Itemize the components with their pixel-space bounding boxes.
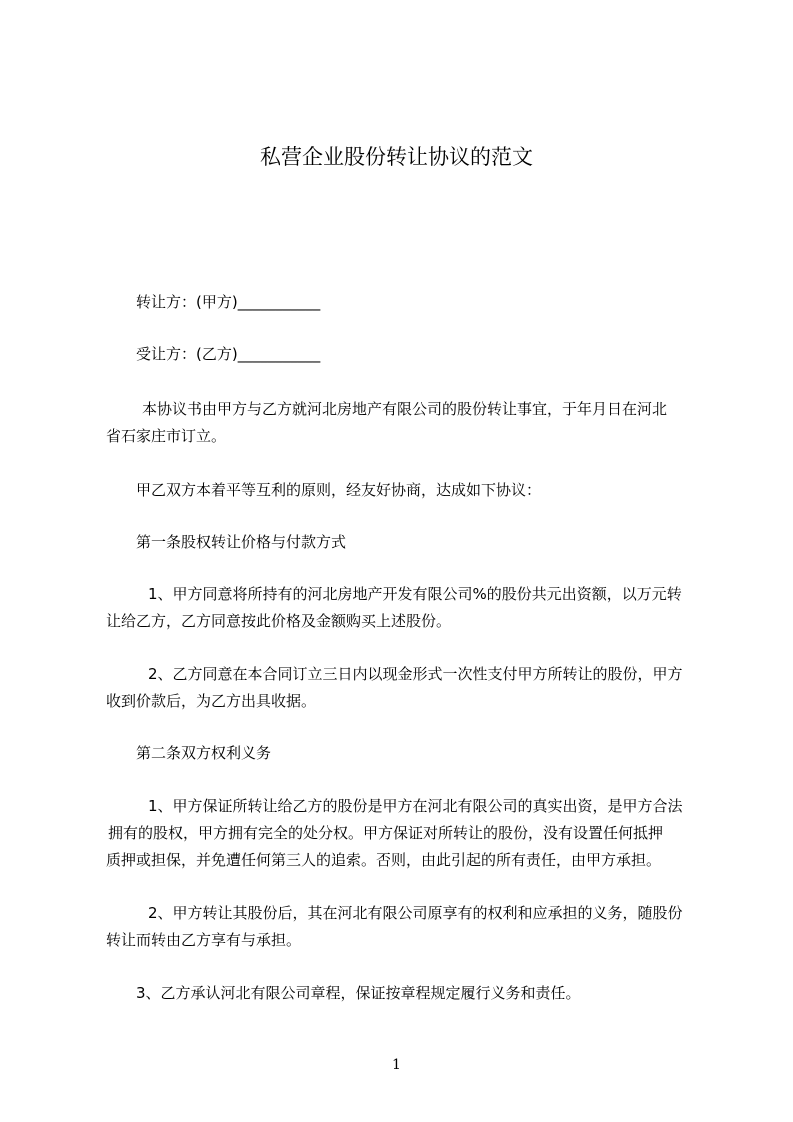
transferor-line: 转让方：(甲方)___________ xyxy=(136,293,321,311)
clause-line: 3、乙方承认河北有限公司章程，保证按章程规定履行义务和责任。 xyxy=(136,984,581,1002)
clause-line: 转让而转由乙方享有与承担。 xyxy=(106,931,302,949)
transferee-line: 受让方：(乙方)___________ xyxy=(136,345,321,363)
page-number: 1 xyxy=(392,1057,401,1073)
clause-line: 1、甲方保证所转让给乙方的股份是甲方在河北有限公司的真实出资，是甲方合法 xyxy=(148,797,683,815)
article-1-heading: 第一条股权转让价格与付款方式 xyxy=(136,533,347,551)
clause-line: 质押或担保，并免遭任何第三人的追索。否则，由此引起的所有责任，由甲方承担。 xyxy=(106,851,662,869)
clause-line: 2、乙方同意在本合同订立三日内以现金形式一次性支付甲方所转让的股份，甲方 xyxy=(148,665,683,683)
agreement-statement: 甲乙双方本着平等互利的原则，经友好协商，达成如下协议： xyxy=(136,481,542,499)
clause-line: 收到价款后，为乙方出具收据。 xyxy=(106,692,317,710)
document-title: 私营企业股份转让协议的范文 xyxy=(260,145,533,169)
clause-line: 1、甲方同意将所持有的河北房地产开发有限公司%的股份共元出资额，以万元转 xyxy=(148,585,682,603)
intro-line-2: 省石家庄市订立。 xyxy=(106,427,227,445)
intro-line-1: 本协议书由甲方与乙方就河北房地产有限公司的股份转让事宜，于年月日在河北 xyxy=(142,400,668,418)
clause-line: 拥有的股权，甲方拥有完全的处分权。甲方保证对所转让的股份，没有设置任何抵押 xyxy=(108,824,664,842)
clause-line: 2、甲方转让其股份后，其在河北有限公司原享有的权利和应承担的义务，随股份 xyxy=(148,904,683,922)
article-2-heading: 第二条双方权利义务 xyxy=(136,744,272,762)
clause-line: 让给乙方，乙方同意按此价格及金额购买上述股份。 xyxy=(106,612,452,630)
